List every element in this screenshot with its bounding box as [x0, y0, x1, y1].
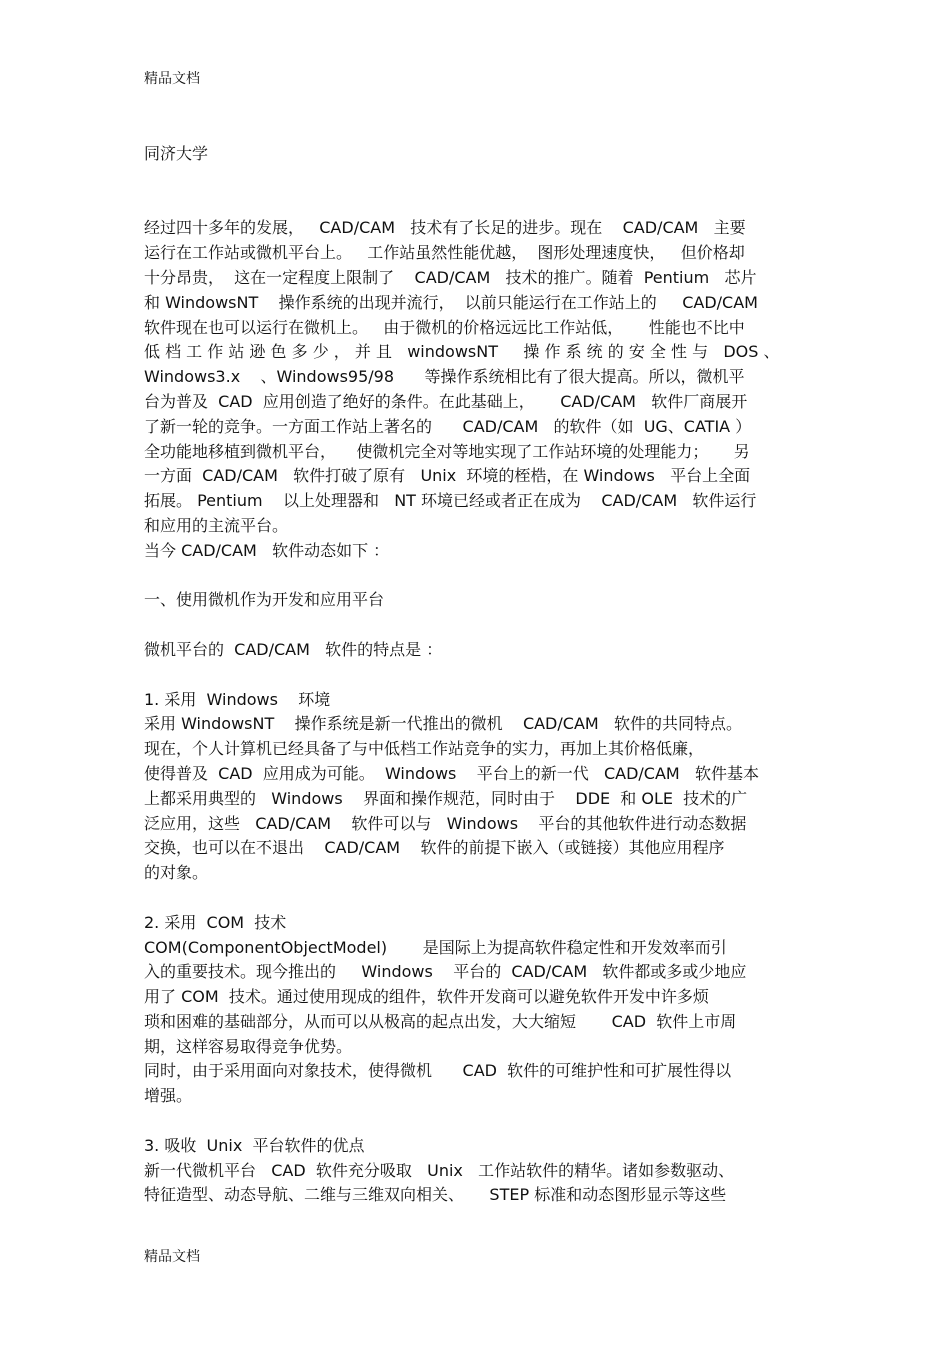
text-line: 一方面 CAD/CAM 软件打破了原有 Unix 环境的桎梏，在 Windows 平台上全面: [144, 466, 751, 486]
text-line: 泛应用，这些 CAD/CAM 软件可以与 Windows 平台的其他软件进行动态数据: [144, 813, 747, 833]
page-footer: 精品文档: [144, 1249, 200, 1265]
text-line: 2. 采用 COM 技术: [144, 912, 287, 932]
text-line: 拓展。 Pentium 以上处理器和 NT 环境已经或者正在成为 CAD/CAM 软件运行: [144, 491, 757, 511]
text-line: 使得普及 CAD 应用成为可能。 Windows 平台上的新一代 CAD/CAM 软件基本: [144, 763, 759, 783]
text-line: COM(ComponentObjectModel) 是国际上为提高软件稳定性和开发效率而引: [144, 937, 727, 957]
text-line: 特征造型、动态导航、二维与三维双向相关、 STEP 标准和动态图形显示等这些: [144, 1185, 727, 1205]
text-line: 采用 WindowsNT 操作系统是新一代推出的微机 CAD/CAM 软件的共同特点。: [144, 714, 742, 734]
document-body: [144, 142, 804, 1208]
text-line: 微机平台的 CAD/CAM 软件的特点是 ：: [144, 639, 443, 659]
blank-line: [144, 167, 804, 192]
text-line: Windows3.x 、Windows95/98 等操作系统相比有了很大提高。所以，微机平: [144, 367, 745, 387]
text-line: 交换，也可以在不退出 CAD/CAM 软件的前提下嵌入（或链接）其他应用程序: [144, 838, 725, 858]
text-line: 软件现在也可以运行在微机上。 由于微机的价格远远比工作站低， 性能也不比中: [144, 317, 745, 337]
text-line: 全功能地移植到微机平台， 使微机完全对等地实现了工作站环境的处理能力； 另: [144, 441, 750, 461]
text-line: 增强。: [144, 1086, 193, 1106]
text-line: 3. 吸收 Unix 平台软件的优点: [144, 1135, 365, 1155]
text-line: 期，这样容易取得竞争优势。: [144, 1036, 353, 1056]
text-line: 同时，由于采用面向对象技术，使得微机 CAD 软件的可维护性和可扩展性得以: [144, 1061, 732, 1081]
text-line: 和应用的主流平台。: [144, 515, 289, 535]
text-line: 经过四十多年的发展， CAD/CAM 技术有了长足的进步。现在 CAD/CAM 主要: [144, 218, 746, 238]
text-line: 和 WindowsNT 操作系统的出现并流行， 以前只能运行在工作站上的 CAD/CAM: [144, 292, 758, 312]
text-line: 当今 CAD/CAM 软件动态如下 ：: [144, 540, 390, 560]
text-line: 十分昂贵， 这在一定程度上限制了 CAD/CAM 技术的推广。随着 Pentium 芯片: [144, 267, 757, 287]
page-header: 精品文档: [144, 71, 200, 87]
text-line: 了新一轮的竞争。一方面工作站上著名的 CAD/CAM 的软件（如 UG、CATIA ）: [144, 416, 752, 436]
text-line: 新一代微机平台 CAD 软件充分吸取 Unix 工作站软件的精华。诸如参数驱动、: [144, 1160, 735, 1180]
blank-line: [144, 663, 804, 688]
text-line: 的对象。: [144, 863, 209, 883]
text-line: 一、使用微机作为开发和应用平台: [144, 590, 385, 610]
blank-line: [144, 886, 804, 911]
text-line: 上都采用典型的 Windows 界面和操作规范，同时由于 DDE 和 OLE 技术的广: [144, 788, 748, 808]
text-line: 台为普及 CAD 应用创造了绝好的条件。在此基础上， CAD/CAM 软件厂商展开: [144, 391, 748, 411]
text-line: 现在，个人计算机已经具备了与中低档工作站竞争的实力，再加上其价格低廉，: [144, 739, 705, 759]
text-line: 1. 采用 Windows 环境: [144, 689, 331, 709]
text-line: 运行在工作站或微机平台上。 工作站虽然性能优越， 图形处理速度快， 但价格却: [144, 243, 745, 263]
blank-line: [144, 564, 804, 589]
text-line: 低 档 工 作 站 逊 色 多 少 ， 并 且 windowsNT 操 作 系 统 的 安 全 性 与 DOS 、: [144, 342, 780, 362]
text-line: 用了 COM 技术。通过使用现成的组件，软件开发商可以避免软件开发中许多烦: [144, 987, 709, 1007]
text-line: 同济大学: [144, 144, 209, 163]
blank-line: [144, 613, 804, 638]
text-line: 琐和困难的基础部分，从而可以从极高的起点出发，大大缩短 CAD 软件上市周: [144, 1011, 737, 1031]
text-line: 入的重要技术。现今推出的 Windows 平台的 CAD/CAM 软件都或多或少地应: [144, 962, 747, 982]
blank-line: [144, 1109, 804, 1134]
blank-line: [144, 192, 804, 217]
